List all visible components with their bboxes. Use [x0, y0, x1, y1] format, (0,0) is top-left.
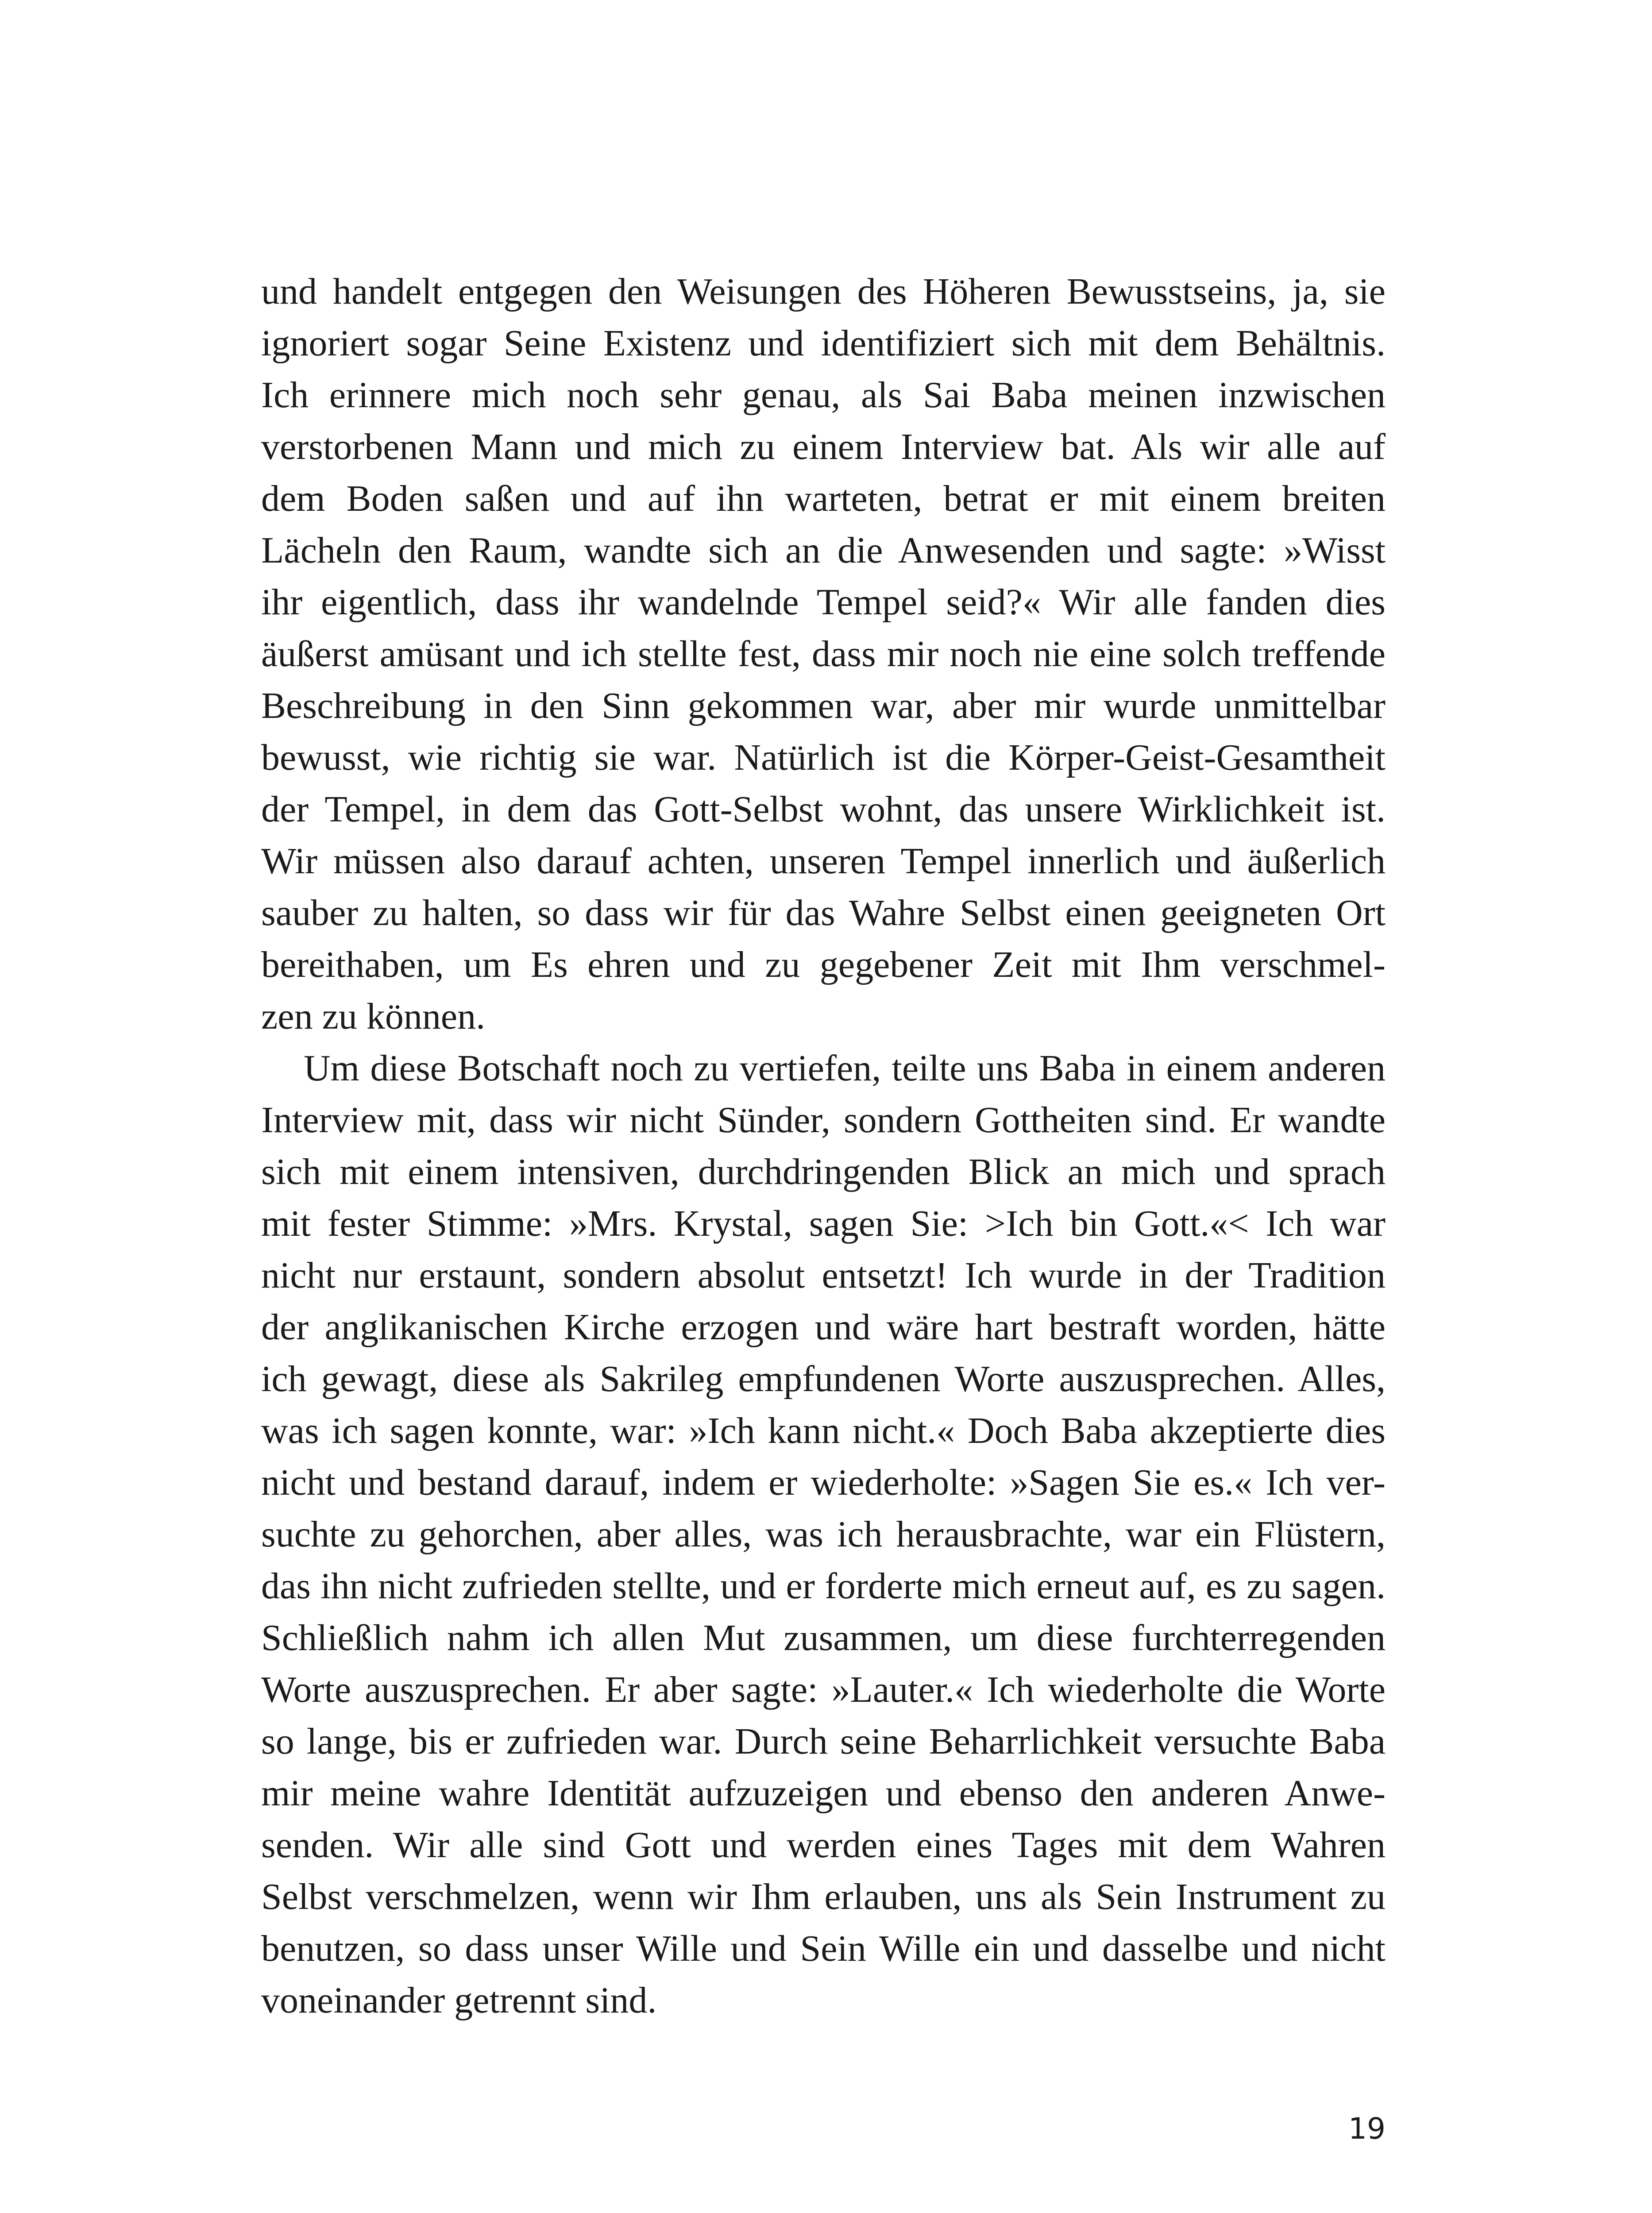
text-line: bewusst, wie richtig sie war. Natürlich ist die Körper-Geist-Gesamtheit: [261, 737, 1386, 778]
text-line: verstorbenen Mann und mich zu einem Interview bat. Als wir alle auf: [261, 426, 1386, 467]
paragraph: [261, 1042, 1386, 2026]
text-line: Interview mit, dass wir nicht Sünder, sondern Gottheiten sind. Er wandte: [261, 1099, 1386, 1141]
text-line: Lächeln den Raum, wandte sich an die Anwesenden und sagte: »Wisst: [261, 530, 1386, 571]
text-line: ignoriert sogar Seine Existenz und identifiziert sich mit dem Behältnis.: [261, 323, 1386, 364]
text-line: Wir müssen also darauf achten, unseren Tempel innerlich und äußerlich: [261, 840, 1386, 882]
text-line: Schließlich nahm ich allen Mut zusammen, um diese furchterregenden: [261, 1617, 1386, 1658]
text-line: voneinander getrennt sind.: [261, 1980, 657, 2021]
text-line: Um diese Botschaft noch zu vertiefen, teilte uns Baba in einem anderen: [304, 1048, 1386, 1089]
text-line: Beschreibung in den Sinn gekommen war, aber mir wurde unmittelbar: [261, 685, 1386, 726]
text-line: das ihn nicht zufrieden stellte, und er forderte mich erneut auf, es zu sagen.: [261, 1565, 1386, 1607]
text-line: der Tempel, in dem das Gott-Selbst wohnt, das unsere Wirklichkeit ist.: [261, 789, 1386, 830]
text-line: suchte zu gehorchen, aber alles, was ich herausbrachte, war ein Flüstern,: [261, 1514, 1386, 1555]
text-line: was ich sagen konnte, war: »Ich kann nicht.« Doch Baba akzeptierte dies: [261, 1410, 1386, 1451]
text-line: der anglikanischen Kirche erzogen und wäre hart bestraft worden, hätte: [261, 1307, 1386, 1348]
text-line: dem Boden saßen und auf ihn warteten, betrat er mit einem breiten: [261, 478, 1386, 519]
text-line: benutzen, so dass unser Wille und Sein Wille ein und dasselbe und nicht: [261, 1928, 1386, 1969]
text-line: Selbst verschmelzen, wenn wir Ihm erlauben, uns als Sein Instrument zu: [261, 1876, 1386, 1917]
text-line: senden. Wir alle sind Gott und werden eines Tages mit dem Wahren: [261, 1824, 1386, 1866]
text-line: nicht und bestand darauf, indem er wiederholte: »Sagen Sie es.« Ich ver-: [261, 1462, 1386, 1503]
text-line: Worte auszusprechen. Er aber sagte: »Lauter.« Ich wiederholte die Worte: [261, 1669, 1386, 1710]
text-line: und handelt entgegen den Weisungen des Höheren Bewusstseins, ja, sie: [261, 271, 1386, 312]
text-line: bereithaben, um Es ehren und zu gegebener Zeit mit Ihm verschmel-: [261, 944, 1386, 985]
text-line: so lange, bis er zufrieden war. Durch seine Beharrlichkeit versuchte Baba: [261, 1721, 1386, 1762]
text-line: Ich erinnere mich noch sehr genau, als Sai Baba meinen inzwischen: [261, 374, 1386, 416]
text-line: ihr eigentlich, dass ihr wandelnde Tempel seid?« Wir alle fanden dies: [261, 582, 1386, 623]
text-line: ich gewagt, diese als Sakrileg empfundenen Worte auszusprechen. Alles,: [261, 1358, 1386, 1400]
paragraph: [261, 266, 1386, 1042]
text-line: mir meine wahre Identität aufzuzeigen und ebenso den anderen Anwe-: [261, 1773, 1386, 1814]
text-line: mit fester Stimme: »Mrs. Krystal, sagen Sie: >Ich bin Gott.«< Ich war: [261, 1203, 1386, 1244]
text-line: äußerst amüsant und ich stellte fest, dass mir noch nie eine solch treffende: [261, 633, 1386, 675]
text-line: zen zu können.: [261, 996, 486, 1037]
text-line: sich mit einem intensiven, durchdringenden Blick an mich und sprach: [261, 1151, 1386, 1192]
page-number: 19: [1348, 2112, 1386, 2146]
body-text: [261, 266, 1386, 2026]
text-line: sauber zu halten, so dass wir für das Wahre Selbst einen geeigneten Ort: [261, 892, 1386, 933]
text-line: nicht nur erstaunt, sondern absolut entsetzt! Ich wurde in der Tradition: [261, 1255, 1386, 1296]
